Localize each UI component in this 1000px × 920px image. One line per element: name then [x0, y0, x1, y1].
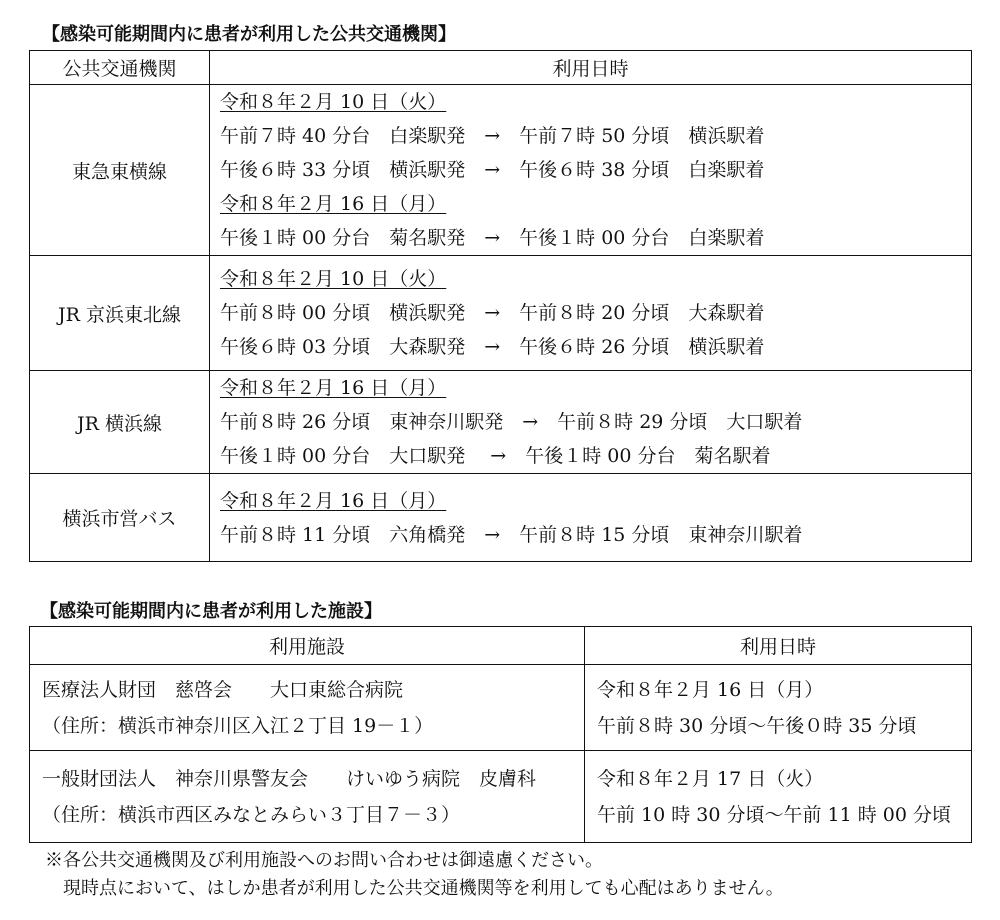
facility-name: 医療法人財団 慈啓会 大口東総合病院: [42, 678, 404, 701]
schedule-date: 令和８年２月 10 日（火）: [220, 268, 447, 290]
schedule-date: 令和８年２月 16 日（月）: [220, 377, 447, 399]
facility-date: 令和８年２月 17 日（火）: [597, 767, 824, 790]
facility-name: 一般財団法人 神奈川県警友会 けいゆう病院 皮膚科: [42, 767, 537, 790]
transit-schedule: [210, 85, 972, 256]
transit-table: [29, 50, 972, 562]
table-row: [30, 256, 972, 371]
facilities-table: [29, 626, 972, 843]
transit-schedule: [210, 474, 972, 562]
transit-operator-name: JR 京浜東北線: [30, 256, 210, 371]
facility-datetime-cell: [585, 751, 972, 843]
table-row: [30, 751, 972, 843]
note-inquiry: ※各公共交通機関及び利用施設へのお問い合わせは御遠慮ください。: [45, 850, 603, 871]
table-row: [30, 85, 972, 256]
transit-operator-name: 東急東横線: [30, 85, 210, 256]
facility-address: （住所：横浜市西区みなとみらい３丁目７－３）: [42, 803, 461, 826]
schedule-date: 令和８年２月 10 日（火）: [220, 91, 447, 113]
transit-header-operator: 公共交通機関: [30, 51, 210, 85]
transit-table-body: [30, 85, 972, 562]
transit-header-datetime: 利用日時: [210, 51, 972, 85]
facility-time: 午前 10 時 30 分頃～午前 11 時 00 分頃: [597, 803, 952, 826]
schedule-trip: 午前８時 11 分頃 六角橋発 → 午前８時 15 分頃 東神奈川駅着: [220, 523, 803, 546]
facility-cell: [30, 665, 585, 751]
facility-address: （住所：横浜市神奈川区入江２丁目 19－１）: [42, 714, 434, 737]
schedule-date: 令和８年２月 16 日（月）: [220, 193, 447, 215]
transit-operator-name: JR 横浜線: [30, 371, 210, 474]
facilities-header-datetime: 利用日時: [585, 627, 972, 665]
transit-schedule: [210, 371, 972, 474]
schedule-trip: 午前８時 00 分頃 横浜駅発 → 午前８時 20 分頃 大森駅着: [220, 302, 765, 324]
schedule-trip: 午前８時 26 分頃 東神奈川駅発 → 午前８時 29 分頃 大口駅着: [220, 411, 803, 433]
table-row: [30, 474, 972, 562]
schedule-trip: 午前７時 40 分台 白楽駅発 → 午前７時 50 分頃 横浜駅着: [220, 125, 765, 147]
transit-section-title: 【感染可能期間内に患者が利用した公共交通機関】: [42, 24, 456, 45]
facility-cell: [30, 751, 585, 843]
schedule-date: 令和８年２月 16 日（月）: [220, 489, 447, 512]
schedule-trip: 午後１時 00 分台 菊名駅発 → 午後１時 00 分台 白楽駅着: [220, 227, 765, 249]
table-row: [30, 665, 972, 751]
facilities-header-facility: 利用施設: [30, 627, 585, 665]
transit-schedule: [210, 256, 972, 371]
schedule-trip: 午後１時 00 分台 大口駅発 → 午後１時 00 分台 菊名駅着: [220, 445, 771, 467]
facility-date: 令和８年２月 16 日（月）: [597, 678, 824, 701]
facility-datetime-cell: [585, 665, 972, 751]
note-reassurance: 現時点において、はしか患者が利用した公共交通機関等を利用しても心配はありません。: [45, 878, 784, 899]
facilities-section-title: 【感染可能期間内に患者が利用した施設】: [40, 601, 382, 622]
schedule-trip: 午後６時 03 分頃 大森駅発 → 午後６時 26 分頃 横浜駅着: [220, 336, 765, 358]
transit-operator-name: 横浜市営バス: [30, 474, 210, 562]
table-row: [30, 371, 972, 474]
facility-time: 午前８時 30 分頃～午後０時 35 分頃: [597, 714, 917, 737]
schedule-trip: 午後６時 33 分頃 横浜駅発 → 午後６時 38 分頃 白楽駅着: [220, 159, 765, 181]
